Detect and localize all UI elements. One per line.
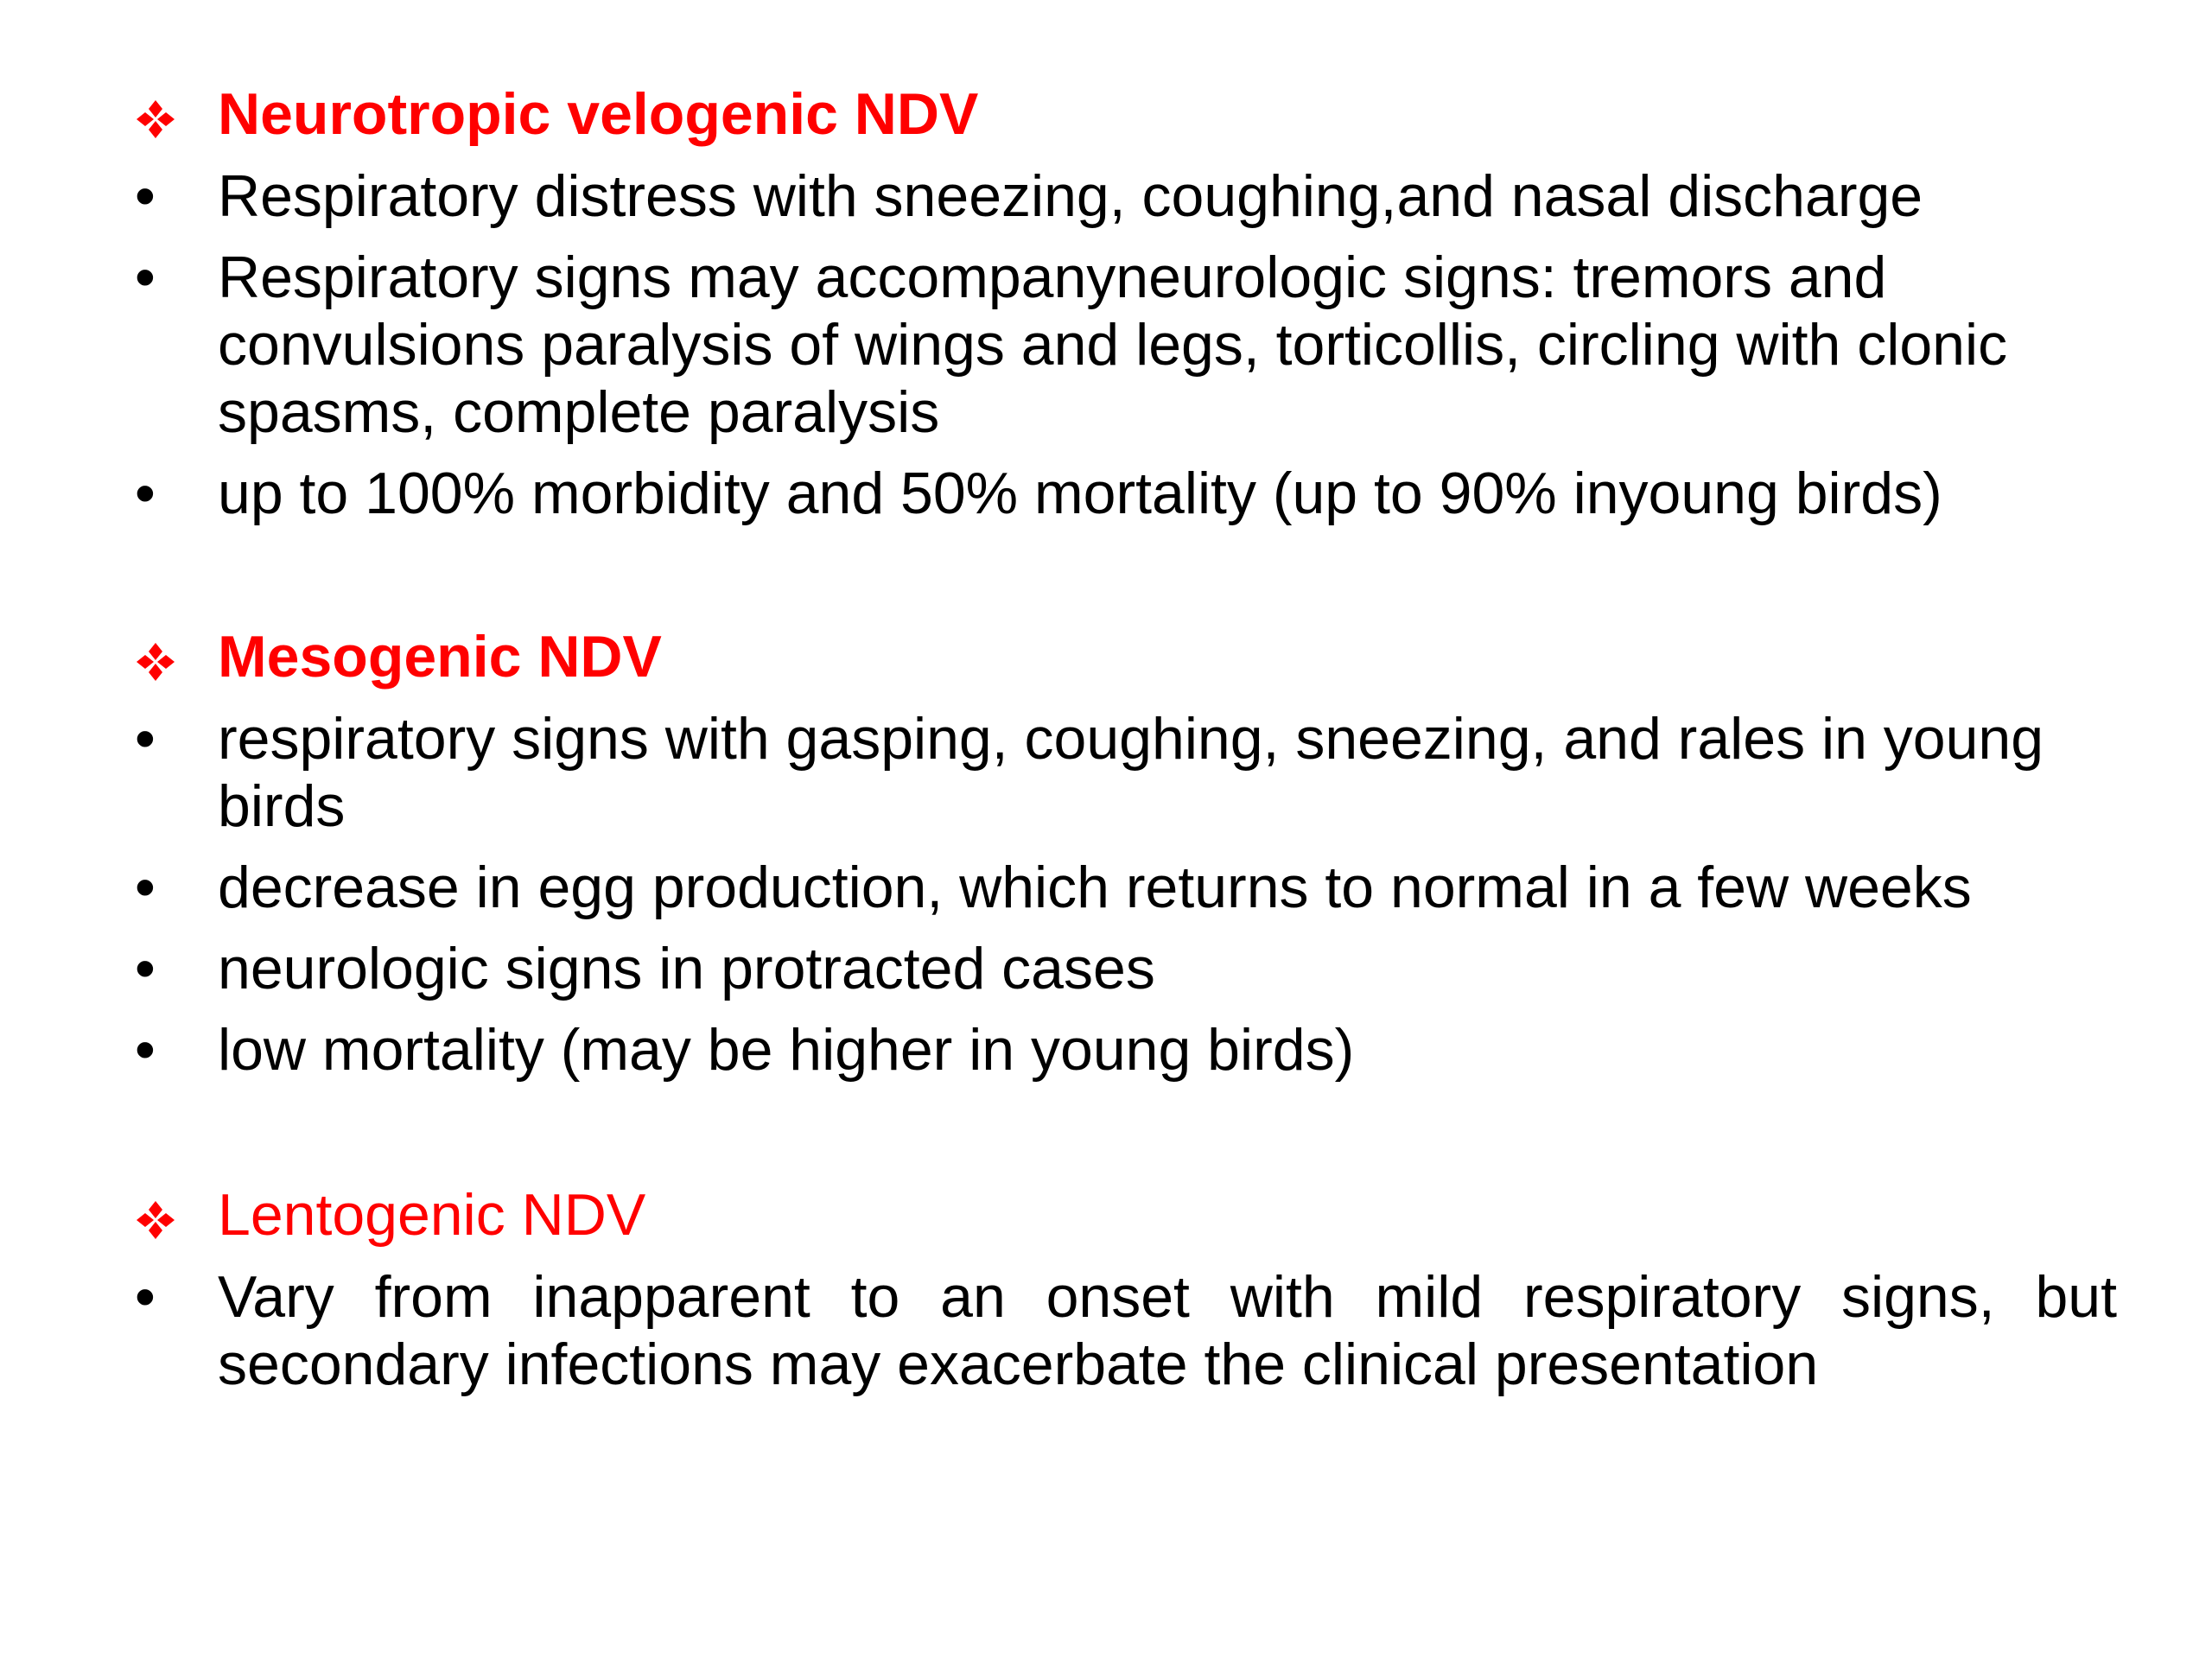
bullet-item <box>130 460 2117 527</box>
bullet-text: Respiratory distress with sneezing, coughing,and nasal discharge <box>218 163 1923 229</box>
section-lentogenic <box>130 1180 2117 1398</box>
section-heading <box>130 79 2117 149</box>
section-heading-text: Lentogenic NDV <box>218 1182 646 1248</box>
bullet-item <box>130 244 2117 446</box>
bullet-dot: • <box>135 855 156 920</box>
bullet-item <box>130 854 2117 921</box>
four-diamond-icon <box>135 1199 176 1241</box>
bullet-text: up to 100% morbidity and 50% mortality (up to 90% inyoung birds) <box>218 461 1942 526</box>
section-heading-text: Neurotropic velogenic NDV <box>218 81 979 147</box>
four-diamond-icon <box>135 99 176 140</box>
bullet-text: neurologic signs in protracted cases <box>218 936 1155 1001</box>
section-neurotropic-velogenic <box>130 79 2117 527</box>
section-heading <box>130 1180 2117 1249</box>
bullet-dot: • <box>135 461 156 526</box>
bullet-dot: • <box>135 245 156 310</box>
bullet-dot: • <box>135 1264 156 1330</box>
bullet-item <box>130 1263 2117 1398</box>
bullet-dot: • <box>135 163 156 229</box>
bullet-text: Respiratory signs may accompanyneurologic signs: tremors and convulsions paralysis of wings and legs, torticollis, circling with clonic spasms, complete paralysis <box>218 245 2008 445</box>
bullet-list <box>130 705 2117 1084</box>
bullet-item <box>130 162 2117 230</box>
section-heading <box>130 622 2117 691</box>
bullet-text: respiratory signs with gasping, coughing, sneezing, and rales in young birds <box>218 706 2044 839</box>
bullet-list <box>130 1263 2117 1398</box>
section-heading-text: Mesogenic NDV <box>218 624 662 690</box>
bullet-item <box>130 1016 2117 1084</box>
bullet-dot: • <box>135 1017 156 1083</box>
bullet-text: decrease in egg production, which returns to normal in a few weeks <box>218 855 1972 920</box>
bullet-item <box>130 935 2117 1002</box>
bullet-dot: • <box>135 936 156 1001</box>
bullet-item <box>130 705 2117 840</box>
bullet-list <box>130 162 2117 527</box>
bullet-text: Vary from inapparent to an onset with mild respiratory signs, but secondary infections may exacerbate the clinical presentation <box>218 1264 2117 1397</box>
section-mesogenic <box>130 622 2117 1084</box>
bullet-dot: • <box>135 706 156 772</box>
four-diamond-icon <box>135 641 176 683</box>
bullet-text: low mortality (may be higher in young birds) <box>218 1017 1355 1083</box>
